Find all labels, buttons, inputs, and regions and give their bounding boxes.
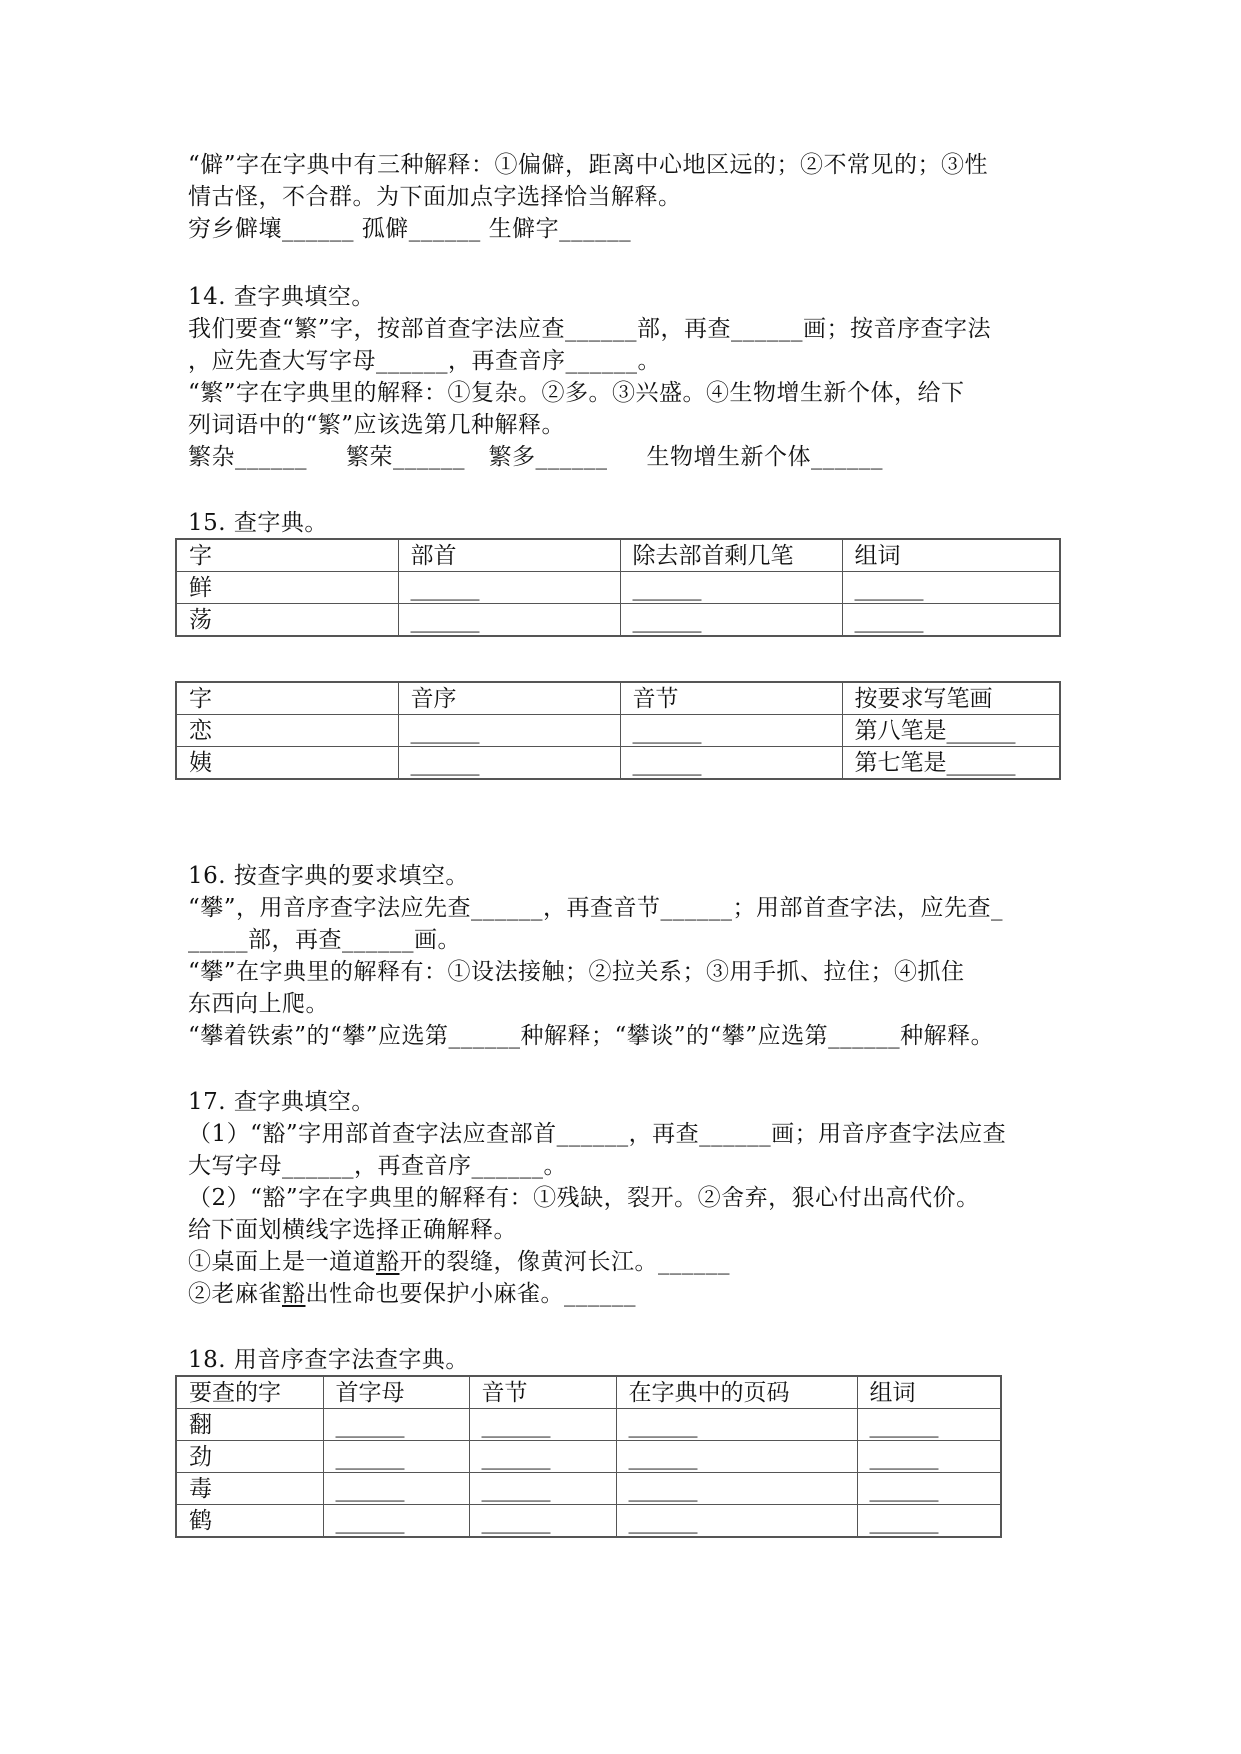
table-row (176, 604, 1060, 637)
table-header-row (176, 539, 1060, 572)
q15-table-pinyin (175, 681, 1061, 780)
q15-table-radical (175, 538, 1061, 637)
header-cell: 要查的字 (176, 1376, 323, 1409)
q17-line-6-start: ②老麻雀 (188, 1281, 282, 1307)
q16-line-3: “攀”在字典里的解释有：①设法接触；②拉关系；③用手抓、拉住；④抓住 (188, 959, 965, 985)
table-cell: 鲜 (176, 572, 398, 604)
table-cell: 劲 (176, 1441, 323, 1473)
answer-blank: ______ (469, 1409, 616, 1441)
header-cell: 字 (176, 539, 398, 572)
q17-line-6-end: 出性命也要保护小麻雀。______ (305, 1281, 636, 1307)
header-cell: 组词 (857, 1376, 1001, 1409)
table-cell: 姨 (176, 747, 398, 780)
header-cell: 音序 (398, 682, 620, 715)
answer-blank: ______ (323, 1441, 469, 1473)
answer-blank: 第八笔是______ (842, 715, 1060, 747)
answer-blank: ______ (842, 604, 1060, 637)
underlined-character: 豁 (376, 1249, 400, 1275)
table-cell: 恋 (176, 715, 398, 747)
q17-line-5-end: 开的裂缝，像黄河长江。______ (399, 1249, 730, 1275)
answer-blank: ______ (616, 1505, 857, 1538)
q16-line-2: _____部，再查______画。 (188, 927, 461, 953)
q13-line-3: 穷乡僻壤______ 孤僻______ 生僻字______ (188, 216, 632, 242)
answer-blank: ______ (323, 1505, 469, 1538)
q17-line-3: （2）“豁”字在字典里的解释有：①残缺，裂开。②舍弃，狠心付出高代价。 (188, 1185, 980, 1211)
answer-blank: ______ (620, 572, 842, 604)
header-cell: 字 (176, 682, 398, 715)
answer-blank: ______ (857, 1505, 1001, 1538)
q17-line-4: 给下面划横线字选择正确解释。 (188, 1217, 517, 1243)
answer-blank: ______ (398, 747, 620, 780)
q17-line-1: （1）“豁”字用部首查字法应查部首______，再查______画；用音序查字法应查 (188, 1121, 1007, 1147)
q16-line-1: “攀”，用音序查字法应先查______，再查音节______；用部首查字法，应先查_ (188, 895, 1004, 921)
answer-blank: ______ (398, 572, 620, 604)
table-row (176, 572, 1060, 604)
table-cell: 毒 (176, 1473, 323, 1505)
q16-line-5: “攀着铁索”的“攀”应选第______种解释；“攀谈”的“攀”应选第______种解释。 (188, 1023, 995, 1049)
header-cell: 除去部首剩几笔 (620, 539, 842, 572)
table-cell: 鹤 (176, 1505, 323, 1538)
answer-blank: ______ (323, 1409, 469, 1441)
answer-blank: ______ (616, 1441, 857, 1473)
underlined-character: 豁 (282, 1281, 306, 1307)
q14-line-4: 列词语中的“繁”应该选第几种解释。 (188, 412, 566, 438)
table-cell: 荡 (176, 604, 398, 637)
q18-title: 18. 用音序查字法查字典。 (188, 1347, 469, 1373)
answer-blank: ______ (857, 1473, 1001, 1505)
q17-line-6 (188, 1279, 1068, 1309)
answer-blank: ______ (616, 1473, 857, 1505)
table-row (176, 1473, 1001, 1505)
table-header-row (176, 1376, 1001, 1409)
q15-title: 15. 查字典。 (188, 510, 328, 536)
q16-title: 16. 按查字典的要求填空。 (188, 863, 469, 889)
q14-line-3: “繁”字在字典里的解释：①复杂。②多。③兴盛。④生物增生新个体，给下 (188, 380, 965, 406)
answer-blank: ______ (620, 747, 842, 780)
q17-line-5-start: ①桌面上是一道道 (188, 1249, 376, 1275)
answer-blank: ______ (398, 715, 620, 747)
table-header-row (176, 682, 1060, 715)
table-row (176, 1441, 1001, 1473)
q17-title: 17. 查字典填空。 (188, 1089, 375, 1115)
header-cell: 首字母 (323, 1376, 469, 1409)
answer-blank: ______ (857, 1441, 1001, 1473)
header-cell: 组词 (842, 539, 1060, 572)
table-row (176, 747, 1060, 780)
answer-blank: ______ (842, 572, 1060, 604)
header-cell: 在字典中的页码 (616, 1376, 857, 1409)
answer-blank: ______ (620, 604, 842, 637)
q18-table (175, 1375, 1002, 1538)
table-row (176, 1505, 1001, 1538)
header-cell: 音节 (469, 1376, 616, 1409)
answer-blank: ______ (469, 1441, 616, 1473)
q16-line-4: 东西向上爬。 (188, 991, 329, 1017)
table-cell: 翻 (176, 1409, 323, 1441)
table-row (176, 715, 1060, 747)
header-cell: 按要求写笔画 (842, 682, 1060, 715)
q14-title: 14. 查字典填空。 (188, 284, 375, 310)
answer-blank: ______ (857, 1409, 1001, 1441)
q17-line-2: 大写字母______，再查音序______。 (188, 1153, 567, 1179)
q14-line-5: 繁杂______ 繁荣______ 繁多______ 生物增生新个体______ (188, 444, 884, 470)
answer-blank: ______ (469, 1473, 616, 1505)
header-cell: 部首 (398, 539, 620, 572)
q17-line-5 (188, 1247, 1068, 1277)
answer-blank: ______ (398, 604, 620, 637)
q14-line-1: 我们要查“繁”字，按部首查字法应查______部，再查______画；按音序查字法 (188, 316, 992, 342)
answer-blank: ______ (620, 715, 842, 747)
answer-blank: 第七笔是______ (842, 747, 1060, 780)
q13-line-1: “僻”字在字典中有三种解释：①偏僻，距离中心地区远的；②不常见的；③性 (188, 152, 989, 178)
header-cell: 音节 (620, 682, 842, 715)
q13-line-2: 情古怪，不合群。为下面加点字选择恰当解释。 (188, 184, 682, 210)
answer-blank: ______ (323, 1473, 469, 1505)
q14-line-2: ，应先查大写字母______，再查音序______。 (188, 348, 661, 374)
table-row (176, 1409, 1001, 1441)
answer-blank: ______ (616, 1409, 857, 1441)
answer-blank: ______ (469, 1505, 616, 1538)
